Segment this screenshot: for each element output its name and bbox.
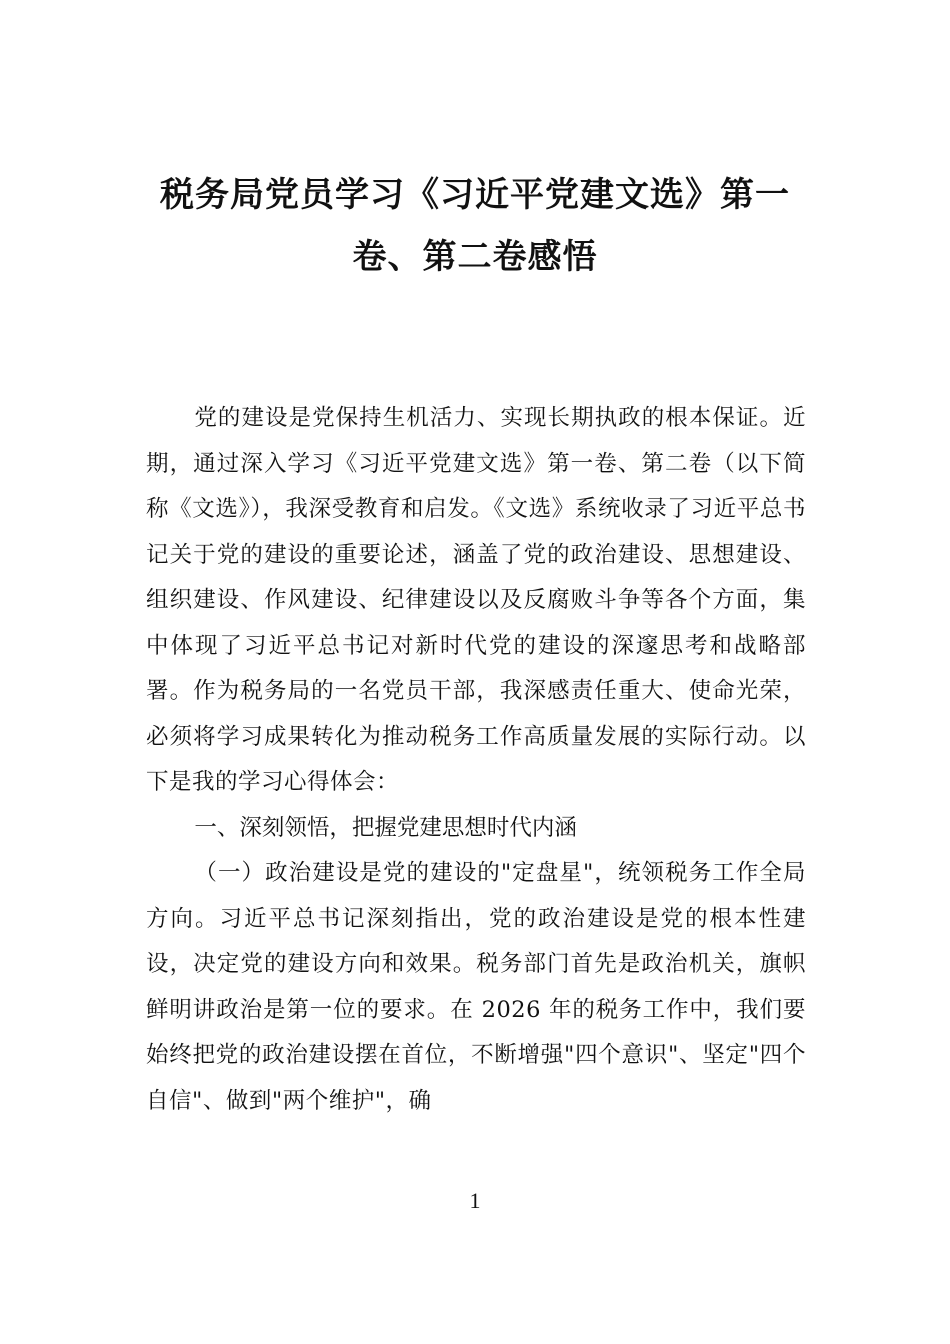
intro-paragraph: 党的建设是党保持生机活力、实现长期执政的根本保证。近期，通过深入学习《习近平党建文选》第一卷、第二卷（以下简称《文选》），我深受教育和启发。《文选》系统收录了习近平总书记关于党的建设的重要论述，涵盖了党的政治建设、思想建设、组织建设、作风建设、纪律建设以及反腐败斗争等各个方面，集中体现了习近平总书记对新时代党的建设的深邃思考和战略部署。作为税务局的一名党员干部，我深感责任重大、使命光荣，必须将学习成果转化为推动税务工作高质量发展的实际行动。以下是我的学习心得体会： (146, 405, 806, 795)
document-body (146, 396, 806, 1124)
title-line-2: 卷、第二卷感悟 (352, 237, 598, 277)
title-line-1: 税务局党员学习《习近平党建文选》第一 (160, 175, 790, 215)
section-1-paragraph-1: （一）政治建设是党的建设的"定盘星"，统领税务工作全局方向。习近平总书记深刻指出，党的政治建设是党的根本性建设，决定党的建设方向和效果。税务部门首先是政治机关，旗帜鲜明讲政治是第一位的要求。在 2026 年的税务工作中，我们要始终把党的政治建设摆在首位，不断增强"四个意识"、坚定"四个自信"、做到"两个维护"，确 (146, 860, 806, 1114)
document-title (140, 164, 810, 288)
page-number: 1 (469, 1188, 481, 1213)
section-heading-1: 一、深刻领悟，把握党建思想时代内涵 (194, 814, 577, 841)
